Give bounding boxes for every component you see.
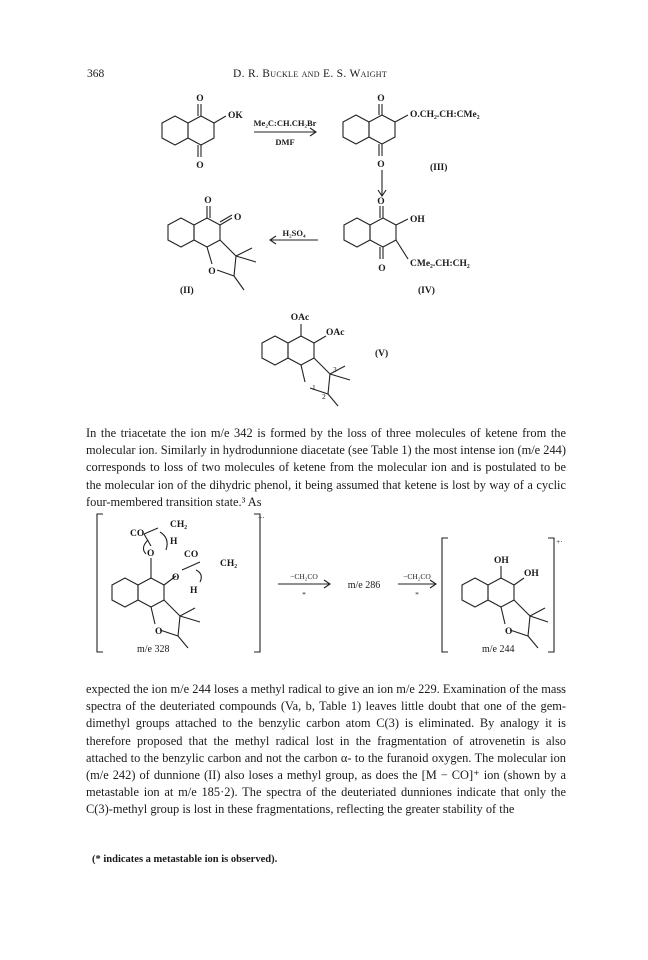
page-number: 368: [87, 68, 105, 80]
fragmentation-scheme: [0, 500, 648, 670]
reaction-scheme-1: [0, 0, 648, 320]
mass-label: m/e 328: [137, 644, 170, 655]
atom-o: O: [505, 627, 513, 637]
metastable-star: *: [415, 590, 419, 599]
ring: [488, 578, 514, 607]
ring: [194, 218, 220, 247]
atom-o: O: [377, 94, 385, 104]
position-number: 3: [333, 365, 337, 374]
acid-reagent: H₂SO₄: [282, 228, 306, 238]
hydroxyl: OH: [494, 556, 509, 566]
ring: [188, 116, 214, 145]
compound-label-V: (V): [375, 349, 389, 359]
position-number: 1: [312, 383, 316, 392]
hydroxyl: OH: [524, 569, 539, 579]
reagent-top: Me₂C:CH.CH₂Br: [253, 118, 317, 128]
atom-o: O: [155, 627, 163, 637]
ring: [369, 115, 395, 144]
charge-symbol: +·: [258, 513, 265, 522]
loss-label: −CH₂CO: [403, 572, 431, 581]
ring: [343, 115, 369, 144]
running-head: D. R. Buckle and E. S. Waight: [233, 68, 388, 80]
footnote: (* indicates a metastable ion is observed).: [92, 854, 278, 865]
iv-hydroxyl: OH: [410, 215, 425, 225]
compound-label-IV: (IV): [418, 286, 435, 296]
loss-label: −CH₂CO: [290, 572, 318, 581]
atom-o: O: [377, 160, 385, 170]
ring: [344, 218, 370, 247]
compound-label-II: (II): [180, 286, 194, 296]
reactant-substituent: OK: [228, 111, 243, 121]
oac-group: OAc: [290, 313, 310, 323]
ring: [370, 218, 396, 247]
co-group: CO: [184, 550, 199, 560]
ring: [262, 336, 288, 365]
paragraph: expected the ion m/e 244 loses a methyl radical to give an ion m/e 229. Examination of the mass spectra of the deuteriated compounds (Va, b, Table 1) leaves little doubt that one of the gem-dimethyl groups attached to the benzylic carbon atom C(3) is eliminated. By analogy it is therefore proposed that the methyl radical lost in the fragmentation of atrovenetin is also attached to the benzylic carbon and not the carbon α- to the furanoid oxygen. The molecular ion (m/e 242) of dunnione (II) also loses a methyl group, as does the [M − CO]⁺ ion (shown by a metastable ion at m/e 185·2). The spectra of the deuteriated dunniones indicate that only the C(3)-methyl group is lost in these fragmentations, reflecting the greater stability of the: [86, 682, 566, 817]
ring: [462, 578, 488, 607]
ch2-group: CH₂: [220, 559, 238, 569]
iv-substituent: CMe₂.CH:CH₂: [410, 259, 470, 269]
ch2-group: CH₂: [170, 520, 188, 530]
hydrogen: H: [190, 586, 198, 596]
position-number: 2: [322, 392, 326, 401]
atom-o: O: [377, 197, 385, 207]
atom-o: O: [378, 264, 386, 274]
reagent-bottom: DMF: [275, 137, 295, 147]
atom-o: O: [196, 94, 204, 104]
charge-symbol: +·: [556, 537, 563, 546]
hydrogen: H: [170, 537, 178, 547]
mass-label: m/e 244: [482, 644, 515, 655]
oac-group: OAc: [326, 328, 345, 338]
mass-label: m/e 286: [347, 580, 381, 591]
ether-substituent: O.CH₂.CH:CMe₂: [410, 110, 480, 120]
compound-label-III: (III): [430, 163, 448, 173]
ring: [168, 218, 194, 247]
paragraph: In the triacetate the ion m/e 342 is formed by the loss of three molecules of ketene from the molecular ion. Similarly in hydrodunnione diacetate (see Table 1) the most intense ion (m/e 244) corresponds to loss of two molecules of ketene from the molecular ion and is postulated to be the molecular ion of the dihydric phenol, it being assumed that ketene is lost by way of a cyclic four-membered transition state.³ As: [86, 426, 566, 509]
ring: [112, 578, 138, 607]
metastable-star: *: [302, 590, 306, 599]
atom-o: O: [234, 213, 242, 223]
co-group: CO: [130, 529, 145, 539]
atom-o: O: [208, 267, 216, 277]
structure-V: [0, 300, 648, 410]
atom-o: O: [196, 161, 204, 171]
atom-o: O: [147, 549, 155, 559]
ring: [288, 336, 314, 365]
ring: [162, 116, 188, 145]
atom-o: O: [172, 573, 180, 583]
ring: [138, 578, 164, 607]
atom-o: O: [204, 196, 212, 206]
